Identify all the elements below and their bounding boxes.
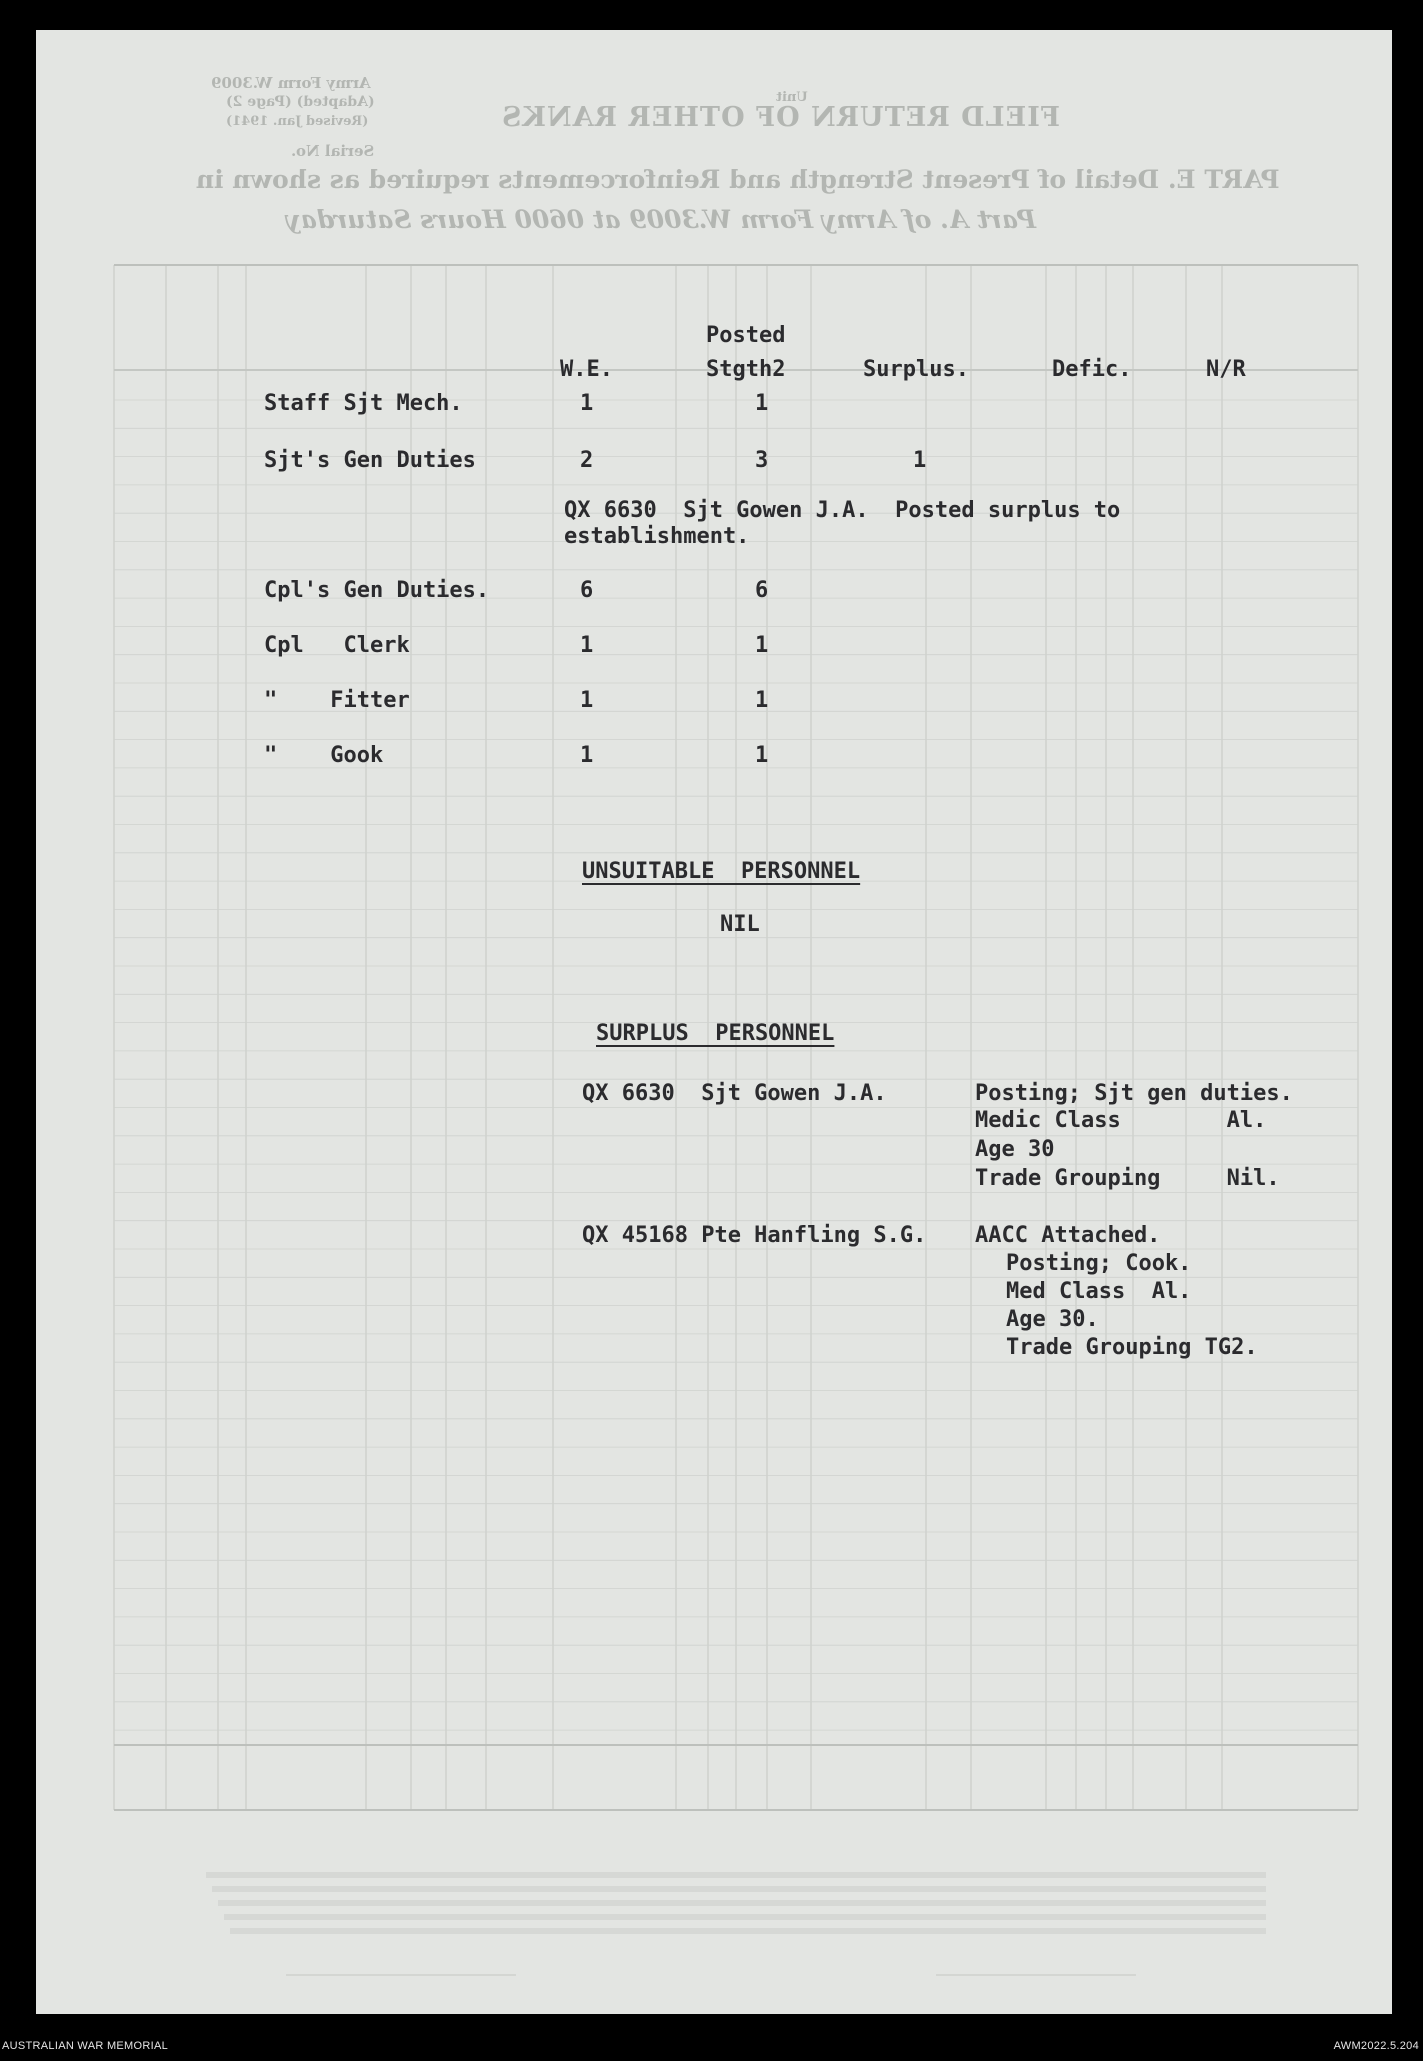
surplus-cell: 1 — [913, 448, 927, 473]
surplus-entry-detail: AACC Attached. — [975, 1223, 1161, 1248]
surplus-note-line-2: establishment. — [564, 524, 750, 549]
surplus-entry-detail: Age 30. — [1006, 1307, 1099, 1332]
surplus-entry-detail: Med Class Al. — [1006, 1279, 1192, 1304]
surplus-entry-detail: Medic Class Al. — [975, 1108, 1267, 1133]
part-e-line-2: Part A. of Army Form W.3009 at 0600 Hours Saturday — [286, 205, 1036, 234]
part-e-line-1: PART E. Detail of Present Strength and Reinforcements required as shown in — [196, 165, 1280, 194]
col-defic-header: Defic. — [1052, 357, 1132, 382]
trade-cell: " Gook — [264, 743, 384, 768]
unit-label: Unit — [776, 90, 808, 105]
unsuitable-personnel-heading: UNSUITABLE PERSONNEL — [582, 859, 861, 884]
trade-cell: " Fitter — [264, 688, 410, 713]
posted-cell: 1 — [755, 633, 769, 658]
we-cell: 6 — [580, 578, 594, 603]
surplus-entry-detail: Trade Grouping TG2. — [1006, 1335, 1258, 1360]
surplus-entry-id: QX 6630 Sjt Gowen J.A. — [582, 1081, 887, 1106]
form-title: FIELD RETURN OF OTHER RANKS — [501, 102, 1061, 133]
we-cell: 2 — [580, 448, 594, 473]
surplus-entry-detail: Posting; Cook. — [1006, 1251, 1192, 1276]
revised-label: (Revised Jan. 1941) — [226, 114, 369, 129]
unsuitable-personnel-value: NIL — [720, 912, 760, 937]
posted-cell: 1 — [755, 743, 769, 768]
surplus-entry-detail: Posting; Sjt gen duties. — [975, 1081, 1293, 1106]
army-form-label: Army Form W.3009 — [211, 74, 371, 92]
posted-cell: 1 — [755, 688, 769, 713]
form-sheet — [36, 30, 1392, 2014]
trade-cell: Cpl's Gen Duties. — [264, 578, 490, 603]
posted-cell: 3 — [755, 448, 769, 473]
trade-cell: Staff Sjt Mech. — [264, 391, 463, 416]
surplus-entry-id: QX 45168 Pte Hanfling S.G. — [582, 1223, 927, 1248]
footer-accession: AWM2022.5.204 — [1333, 2040, 1419, 2052]
col-we-header: W.E. — [560, 357, 613, 382]
col-posted-header: Posted — [706, 323, 786, 348]
we-cell: 1 — [580, 391, 594, 416]
col-surplus-header: Surplus. — [863, 357, 969, 382]
col-stgth-header: Stgth2 — [706, 357, 786, 382]
we-cell: 1 — [580, 743, 594, 768]
surplus-personnel-heading: SURPLUS PERSONNEL — [596, 1021, 835, 1046]
serial-label: Serial No. — [291, 142, 375, 160]
surplus-entry-detail: Trade Grouping Nil. — [975, 1166, 1280, 1191]
surplus-note-line-1: QX 6630 Sjt Gowen J.A. Posted surplus to — [564, 498, 1121, 523]
trade-cell: Sjt's Gen Duties — [264, 448, 476, 473]
posted-cell: 1 — [755, 391, 769, 416]
adapted-label: (Adapted) (Page 2) — [226, 94, 375, 110]
we-cell: 1 — [580, 633, 594, 658]
footer-source: AUSTRALIAN WAR MEMORIAL — [2, 2040, 169, 2052]
posted-cell: 6 — [755, 578, 769, 603]
trade-cell: Cpl Clerk — [264, 633, 410, 658]
col-nr-header: N/R — [1206, 357, 1246, 382]
we-cell: 1 — [580, 688, 594, 713]
surplus-entry-detail: Age 30 — [975, 1137, 1055, 1162]
